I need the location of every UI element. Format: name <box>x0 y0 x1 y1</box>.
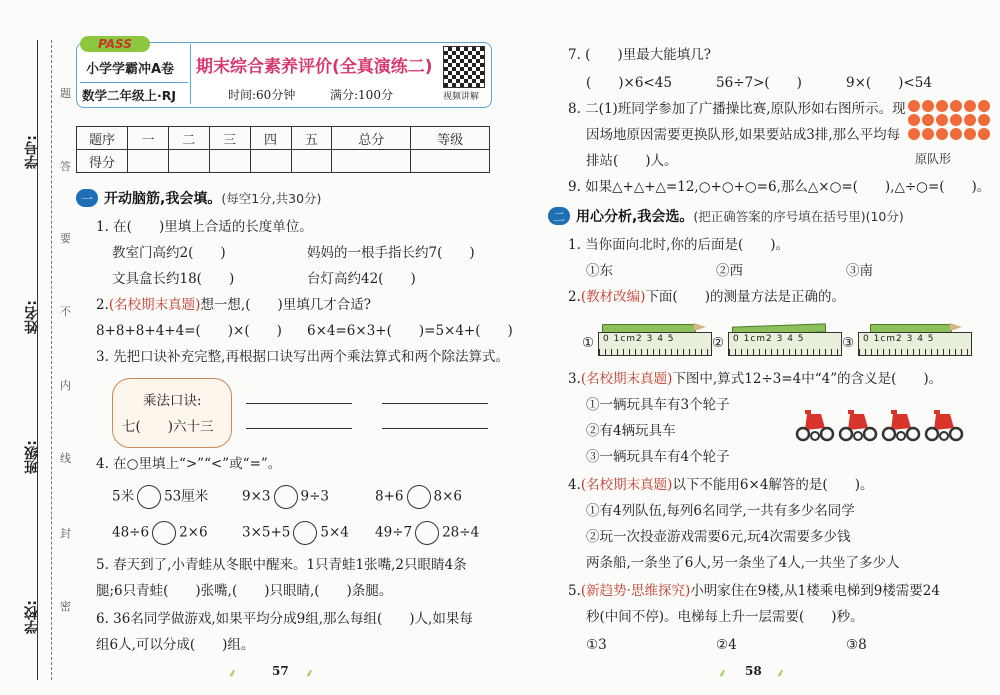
q23-num: 3. <box>568 371 581 387</box>
student-dot <box>950 128 962 140</box>
q4-right: 9÷3 <box>300 488 329 505</box>
q21-stem: 1. 当你面向北时,你的后面是( )。 <box>568 237 789 253</box>
student-dot <box>936 128 948 140</box>
school-label: 学校: <box>24 600 40 634</box>
score-table <box>76 126 490 173</box>
student-dot <box>922 114 934 126</box>
q25-tag: (新趋势·思维探究) <box>580 583 691 599</box>
q24-stem: 以下不能用6×4解答的是( )。 <box>672 477 874 493</box>
score-cell[interactable] <box>332 150 411 173</box>
q23-a: ①一辆玩具车有3个轮子 <box>586 397 730 413</box>
multiplication-rhyme-box <box>112 378 232 448</box>
q25-a: ①3 <box>586 637 607 653</box>
q2-num: 2. <box>96 297 109 313</box>
side-word: 不 <box>60 305 71 318</box>
side-word: 内 <box>60 379 71 392</box>
q25-line2: 秒(中间不停)。电梯每上升一层需要( )秒。 <box>586 609 864 625</box>
student-dot <box>964 114 976 126</box>
exam-title: 期末综合素养评价(全真演练二) <box>196 57 433 77</box>
q4-item <box>375 485 462 509</box>
score-cell[interactable] <box>209 150 250 173</box>
q24-tag: (名校期末真题) <box>580 477 673 493</box>
qr-code-icon[interactable] <box>443 46 485 88</box>
header-vdivider <box>190 44 191 104</box>
section-title: 开动脑筋,我会填。 <box>104 191 222 207</box>
name-label: 姓名: <box>24 300 40 334</box>
q21-a: ①东 <box>586 263 613 279</box>
toy-tricycle-icon <box>795 408 835 442</box>
q1-stem: 1. 在( )里填上合适的长度单位。 <box>96 219 313 235</box>
toy-tricycle-icon <box>924 408 964 442</box>
q4-item <box>242 485 329 509</box>
rhyme-title: 乘法口诀: <box>143 393 202 409</box>
q4-left: 5米 <box>112 488 135 505</box>
q24-c: 两条船,一条坐了6人,另一条坐了4人,一共坐了多少人 <box>586 555 900 571</box>
q1-b: 妈妈的一根手指长约7( ) <box>307 245 475 261</box>
side-word: 密 <box>60 600 71 613</box>
q22-stem: 下面( )的测量方法是正确的。 <box>645 289 845 305</box>
q23-b: ②有4辆玩具车 <box>586 423 676 439</box>
rhyme-body: 七( )六十三 <box>122 419 214 435</box>
q9-text: 9. 如果△+△+△=12,○+○+○=6,那么△×○=( ),△÷○=( )。 <box>568 179 991 195</box>
sprout-icon: ⸙ <box>305 666 315 680</box>
q4-item <box>242 521 349 545</box>
section-number: 一 <box>76 189 98 207</box>
section-2-header <box>548 206 904 226</box>
answer-line[interactable] <box>246 428 352 429</box>
q8-line3: 排站( )人。 <box>586 153 678 169</box>
table-cell: 一 <box>128 127 169 150</box>
q4-left: 48÷6 <box>112 524 150 541</box>
compare-circle[interactable] <box>415 521 439 545</box>
student-dot <box>978 128 990 140</box>
q4-right: 28÷4 <box>442 524 480 541</box>
student-dot <box>922 100 934 112</box>
q8-line2: 因场地原因需要更换队形,如果要站成3排,那么平均每 <box>586 127 901 143</box>
q4-right: 2×6 <box>179 524 208 541</box>
student-dot <box>950 114 962 126</box>
side-word: 题 <box>60 87 71 100</box>
q4-left: 9×3 <box>242 488 271 505</box>
q1-a: 教室门高约2( ) <box>112 245 226 261</box>
table-cell: 得分 <box>77 150 128 173</box>
cut-line <box>51 40 52 680</box>
sprout-icon: ⸙ <box>228 666 238 680</box>
q4-item <box>112 521 208 545</box>
pencil-tip-icon <box>694 323 706 331</box>
student-dot <box>950 100 962 112</box>
q4-right: 53厘米 <box>164 488 209 505</box>
table-cell: 三 <box>209 127 250 150</box>
ruler-icon: 0 1cm2 3 4 5 <box>728 332 842 356</box>
q23-tag: (名校期末真题) <box>580 371 673 387</box>
pencil-tip-icon <box>950 323 962 331</box>
answer-line[interactable] <box>246 403 352 404</box>
score-cell[interactable] <box>128 150 169 173</box>
score-cell[interactable] <box>168 150 209 173</box>
section-title: 用心分析,我会选。 <box>576 209 694 225</box>
q24-line <box>568 476 873 494</box>
q22-a: ① <box>582 335 595 351</box>
answer-line[interactable] <box>382 403 488 404</box>
answer-line[interactable] <box>382 428 488 429</box>
q7-b: 56÷7>( ) <box>716 75 802 91</box>
sprout-icon: ⸙ <box>718 666 728 680</box>
q25-num: 5. <box>568 583 581 599</box>
q5-line2: 腿;6只青蛙( )张嘴,( )只眼睛,( )条腿。 <box>96 583 393 599</box>
student-dot <box>936 114 948 126</box>
q4-item <box>112 485 208 509</box>
q4-right: 8×6 <box>433 488 462 505</box>
q4-stem: 4. 在○里填上“>”“<”或“=”。 <box>96 456 282 472</box>
score-cell[interactable] <box>291 150 332 173</box>
student-dot <box>908 100 920 112</box>
table-row <box>77 127 490 150</box>
q22-tag: (教材改编) <box>580 289 646 305</box>
table-cell: 二 <box>168 127 209 150</box>
side-word: 线 <box>60 452 71 465</box>
sprout-icon: ⸙ <box>776 666 786 680</box>
compare-circle[interactable] <box>407 485 431 509</box>
q2-tag: (名校期末真题) <box>108 297 201 313</box>
toy-tricycle-icon <box>838 408 878 442</box>
student-dot <box>964 128 976 140</box>
ruler-icon: 0 1cm2 3 4 5 <box>858 332 972 356</box>
q4-left: 8+6 <box>375 488 404 505</box>
table-cell: 总分 <box>332 127 411 150</box>
student-dot <box>964 100 976 112</box>
q23-stem: 下图中,算式12÷3=4中“4”的含义是( )。 <box>672 371 943 387</box>
section-note: (把正确答案的序号填在括号里)(10分) <box>693 209 904 224</box>
q1-d: 台灯高约42( ) <box>307 271 416 287</box>
compare-circle[interactable] <box>152 521 176 545</box>
page-number-left: 57 <box>272 664 289 678</box>
student-dot <box>978 114 990 126</box>
side-word: 封 <box>60 527 71 540</box>
table-cell: 题序 <box>77 127 128 150</box>
q4-right: 5×4 <box>320 524 349 541</box>
q25-text: 小明家住在9楼,从1楼乘电梯到9楼需要24 <box>690 583 940 599</box>
table-cell: 四 <box>250 127 291 150</box>
q22-num: 2. <box>568 289 581 305</box>
q4-item <box>375 521 479 545</box>
q2-line <box>96 296 371 314</box>
q25-c: ③8 <box>846 637 867 653</box>
student-dot <box>978 100 990 112</box>
q8-line1: 8. 二(1)班同学参加了广播操比赛,原队形如右图所示。现 <box>568 101 906 117</box>
brand-logo: PASS <box>80 36 150 52</box>
q6-line1: 6. 36名同学做游戏,如果平均分成9组,那么每组( )人,如果每 <box>96 611 473 627</box>
q7-a: ( )×6<45 <box>586 75 672 91</box>
q4-left: 3×5+5 <box>242 524 291 541</box>
q7-c: 9×( )<54 <box>846 75 932 91</box>
q7-stem: 7. ( )里最大能填几? <box>568 47 711 63</box>
q2-b: 6×4=6×3+( )=5×4+( ) <box>307 323 513 339</box>
student-dot <box>936 100 948 112</box>
q3-stem: 3. 先把口诀补充完整,再根据口诀写出两个乘法算式和两个除法算式。 <box>96 349 509 365</box>
q5-line1: 5. 春天到了,小青蛙从冬眠中醒来。1只青蛙1张嘴,2只眼睛4条 <box>96 557 467 573</box>
section-note: (每空1分,共30分) <box>221 191 322 206</box>
full-score: 满分:100分 <box>330 88 393 102</box>
table-cell: 等级 <box>411 127 490 150</box>
q4-left: 49÷7 <box>375 524 413 541</box>
q24-num: 4. <box>568 477 581 493</box>
q25-line1 <box>568 582 940 600</box>
q25-b: ②4 <box>716 637 737 653</box>
q21-b: ②西 <box>716 263 743 279</box>
q21-c: ③南 <box>846 263 873 279</box>
student-number-label: 学号: <box>24 135 40 169</box>
formation-caption: 原队形 <box>915 152 952 166</box>
score-cell[interactable] <box>411 150 490 173</box>
subject-grade: 数学二年级上·RJ <box>82 88 177 103</box>
q23-line <box>568 370 942 388</box>
section-number: 二 <box>548 207 570 225</box>
ruler-icon: 0 1cm2 3 4 5 <box>598 332 712 356</box>
q24-b: ②玩一次投壶游戏需要6元,玩4次需要多少钱 <box>586 529 851 545</box>
q1-c: 文具盒长约18( ) <box>112 271 235 287</box>
class-label: 班级: <box>24 440 40 474</box>
q2-stem: 想一想,( )里填几才合适? <box>200 297 371 313</box>
video-label: 视频讲解 <box>443 92 480 102</box>
score-cell[interactable] <box>250 150 291 173</box>
q22-b: ② <box>712 335 725 351</box>
q24-a: ①有4列队伍,每列6名同学,一共有多少名同学 <box>586 503 855 519</box>
q23-c: ③一辆玩具车有4个轮子 <box>586 449 730 465</box>
table-cell: 五 <box>291 127 332 150</box>
table-row <box>77 150 490 173</box>
toy-tricycle-icon <box>881 408 921 442</box>
page-number-right: 58 <box>745 664 762 678</box>
compare-circle[interactable] <box>293 521 317 545</box>
header-divider <box>80 82 188 83</box>
section-1-header <box>76 188 321 208</box>
side-word: 答 <box>60 160 71 173</box>
side-word: 要 <box>60 232 71 245</box>
q22-c: ③ <box>842 335 855 351</box>
compare-circle[interactable] <box>274 485 298 509</box>
q22-line <box>568 288 845 306</box>
student-dot <box>908 128 920 140</box>
series-name: 小学学霸冲A卷 <box>86 62 175 77</box>
original-formation <box>908 100 990 140</box>
student-dot <box>908 114 920 126</box>
time-limit: 时间:60分钟 <box>228 88 296 102</box>
compare-circle[interactable] <box>137 485 161 509</box>
student-dot <box>922 128 934 140</box>
q2-a: 8+8+8+4+4=( )×( ) <box>96 323 282 339</box>
q6-line2: 组6人,可以分成( )组。 <box>96 637 255 653</box>
